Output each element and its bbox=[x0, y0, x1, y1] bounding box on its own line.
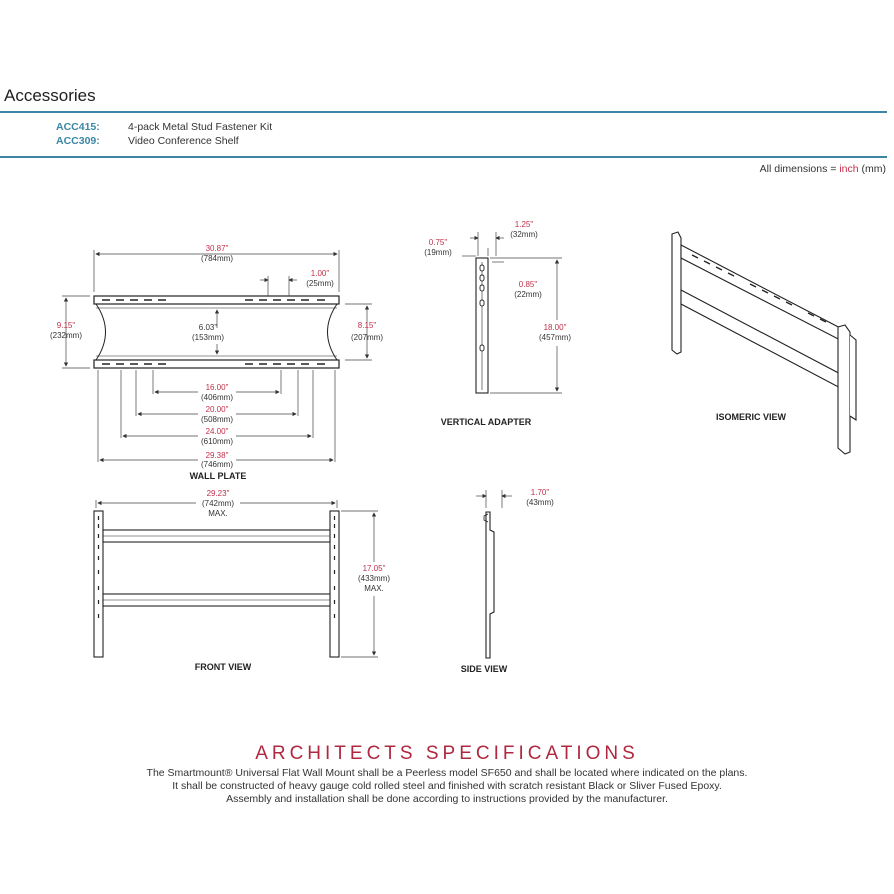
accessory-code-2: ACC309: bbox=[56, 135, 100, 147]
isometric-label: ISOMERIC VIEW bbox=[715, 412, 787, 422]
vertical-adapter-label: VERTICAL ADAPTER bbox=[440, 417, 532, 427]
units-inch: inch bbox=[839, 163, 859, 175]
va-w3-mm: (22mm) bbox=[514, 290, 542, 299]
wp-inner-in: 8.15" bbox=[357, 321, 377, 330]
architects-body bbox=[0, 767, 894, 806]
front-view-label: FRONT VIEW bbox=[194, 662, 252, 672]
architects-title: ARCHITECTS SPECIFICATIONS bbox=[255, 743, 639, 764]
wp-d29-mm: (746mm) bbox=[200, 460, 234, 469]
fv-width-in: 29.23" bbox=[206, 489, 230, 498]
wall-plate-drawing bbox=[94, 296, 339, 368]
wp-center-in: 6.03" bbox=[198, 323, 218, 332]
wp-d20-in: 20.00" bbox=[205, 405, 229, 414]
architects-line-2: It shall be constructed of heavy gauge cold rolled steel and finished with scratch resistant Black or Sliver Fused Epoxy. bbox=[172, 780, 722, 792]
units-prefix: All dimensions = bbox=[759, 163, 840, 175]
va-w2-mm: (19mm) bbox=[424, 248, 452, 257]
va-w2-in: 0.75" bbox=[428, 238, 448, 247]
wall-plate-label: WALL PLATE bbox=[189, 471, 247, 481]
accessory-desc-2: Video Conference Shelf bbox=[128, 135, 239, 147]
va-height-in: 18.00" bbox=[543, 323, 567, 332]
architects-line-3: Assembly and installation shall be done according to instructions provided by the manufacturer. bbox=[226, 793, 668, 805]
side-view-drawing bbox=[484, 512, 494, 658]
side-view-label: SIDE VIEW bbox=[460, 664, 508, 674]
wp-d20-mm: (508mm) bbox=[200, 415, 234, 424]
wp-height-in: 9.15" bbox=[56, 321, 76, 330]
wp-d16-mm: (406mm) bbox=[200, 393, 234, 402]
sv-depth-in: 1.70" bbox=[530, 488, 550, 497]
wp-center-mm: (153mm) bbox=[191, 333, 225, 342]
wp-slot-in: 1.00" bbox=[310, 269, 330, 278]
va-height-mm: (457mm) bbox=[538, 333, 572, 342]
va-w3-in: 0.85" bbox=[518, 280, 538, 289]
architects-line-1: The Smartmount® Universal Flat Wall Mount shall be a Peerless model SF650 and shall be located where indicated on the plans. bbox=[146, 767, 748, 779]
wp-d24-mm: (610mm) bbox=[200, 437, 234, 446]
wp-width-mm: (784mm) bbox=[200, 254, 234, 263]
wp-d16-in: 16.00" bbox=[205, 383, 229, 392]
accessory-desc-1: 4-pack Metal Stud Fastener Kit bbox=[128, 121, 273, 133]
fv-width-max: MAX. bbox=[208, 509, 228, 518]
side-view-dimensions bbox=[476, 490, 512, 508]
wp-inner-mm: (207mm) bbox=[350, 333, 384, 342]
accessory-code-1: ACC415: bbox=[56, 121, 100, 133]
va-w1-mm: (32mm) bbox=[510, 230, 538, 239]
vertical-adapter-labels bbox=[424, 220, 571, 427]
wp-d24-in: 24.00" bbox=[205, 427, 229, 436]
fv-height-max: MAX. bbox=[364, 584, 384, 593]
section-title: Accessories bbox=[4, 86, 96, 105]
units-mm: (mm) bbox=[861, 163, 886, 175]
wp-height-mm: (232mm) bbox=[49, 331, 83, 340]
fv-height-mm: (433mm) bbox=[357, 574, 391, 583]
front-view-labels bbox=[195, 489, 391, 672]
side-view-labels bbox=[461, 488, 554, 674]
wp-d29-in: 29.38" bbox=[205, 451, 229, 460]
front-view-drawing bbox=[94, 511, 339, 657]
va-w1-in: 1.25" bbox=[514, 220, 534, 229]
wp-width-in: 30.87" bbox=[205, 244, 229, 253]
sv-depth-mm: (43mm) bbox=[526, 498, 554, 507]
vertical-adapter-drawing bbox=[476, 258, 488, 393]
wp-slot-mm: (25mm) bbox=[306, 279, 334, 288]
fv-height-in: 17.05" bbox=[362, 564, 386, 573]
fv-width-mm: (742mm) bbox=[201, 499, 235, 508]
